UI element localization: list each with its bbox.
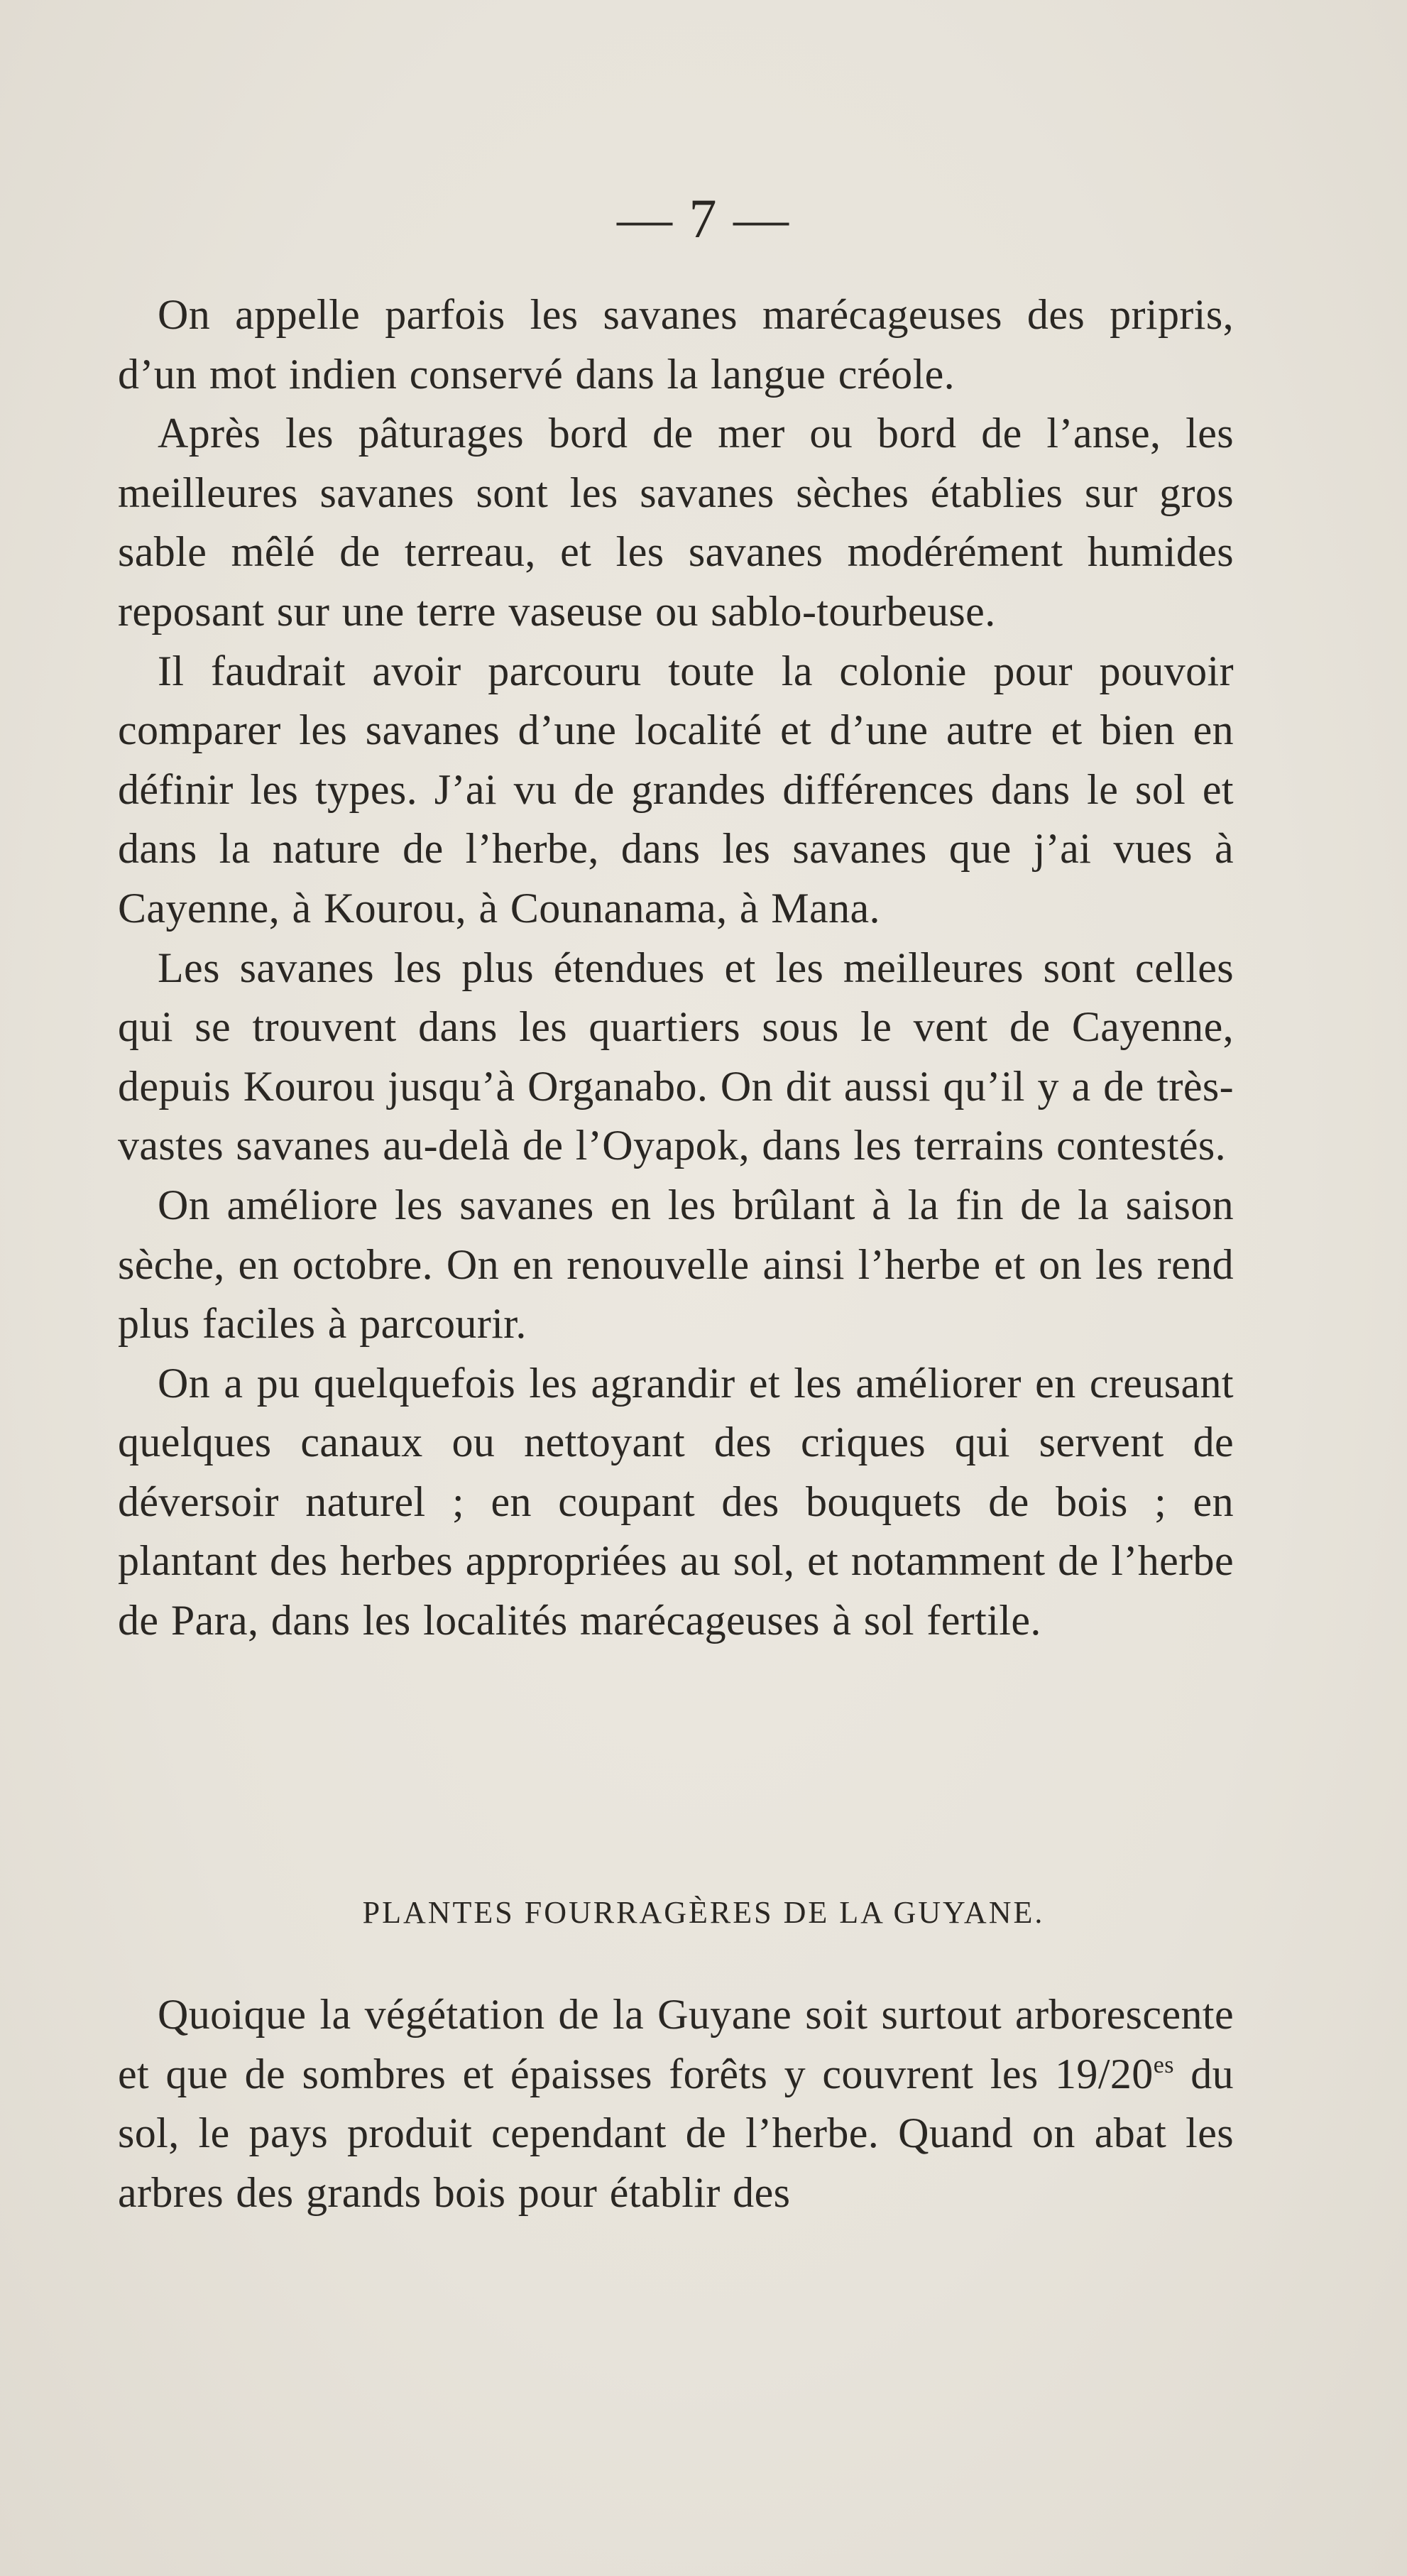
paragraph-pripris: On appelle parfois les savanes marécageuses des pripris, d’un mot indien conservé dans la langue créole. [118,291,1234,398]
paragraph-amelioration: On a pu quelquefois les agrandir et les améliorer en creusant quelques canaux ou nettoyant des criques qui servent de déversoir naturel ; en coupant des bouquets de bois ; en plantant des herbes appropriées au sol, et notamment de l’herbe de Para, dans les localités marécageuses à sol fertile. [118,1359,1234,1644]
paragraph-vegetation-part2: du sol, le pays produit cependant de l’herbe. Quand on abat les arbres des grands bois pour établir des [118,2050,1234,2216]
paragraph-vegetation [118,1985,1234,2222]
paragraph-vegetation-part1: Quoique la végétation de la Guyane soit surtout arborescente et que de sombres et épaisses forêts y couvrent les 19/20 [118,1991,1234,2097]
paragraph-types-savanes: Il faudrait avoir parcouru toute la colonie pour pouvoir comparer les savanes d’une localité et d’une autre et bien en définir les types. J’ai vu de grandes différences dans le sol et dans la nature de l’herbe, dans les savanes que j’ai vues à Cayenne, à Kourou, à Counanama, à Mana. [118,647,1234,932]
text-block-savanes [118,285,1234,1651]
paragraph-meilleures-savanes: Après les pâturages bord de mer ou bord de l’anse, les meilleures savanes sont les savanes sèches établies sur gros sable mêlé de terreau, et les savanes modérément humides reposant sur une terre vaseuse ou sablo-tourbeuse. [118,410,1234,635]
page-number: — 7 — [617,187,790,249]
section-heading: PLANTES FOURRAGÈRES DE LA GUYANE. [362,1895,1045,1930]
text-block-plantes-fourrageres [118,1985,1234,2222]
superscript-es: es [1153,2051,1174,2078]
paragraph-savanes-etendues: Les savanes les plus étendues et les meilleures sont celles qui se trouvent dans les quartiers sous le vent de Cayenne, depuis Kourou jusqu’à Organabo. On dit aussi qu’il y a de très-vastes savanes au-delà de l’Oyapok, dans les terrains contestés. [118,944,1234,1169]
paragraph-brulage: On améliore les savanes en les brûlant à la fin de la saison sèche, en octobre. On en renouvelle ainsi l’herbe et on les rend plus faciles à parcourir. [118,1181,1234,1348]
